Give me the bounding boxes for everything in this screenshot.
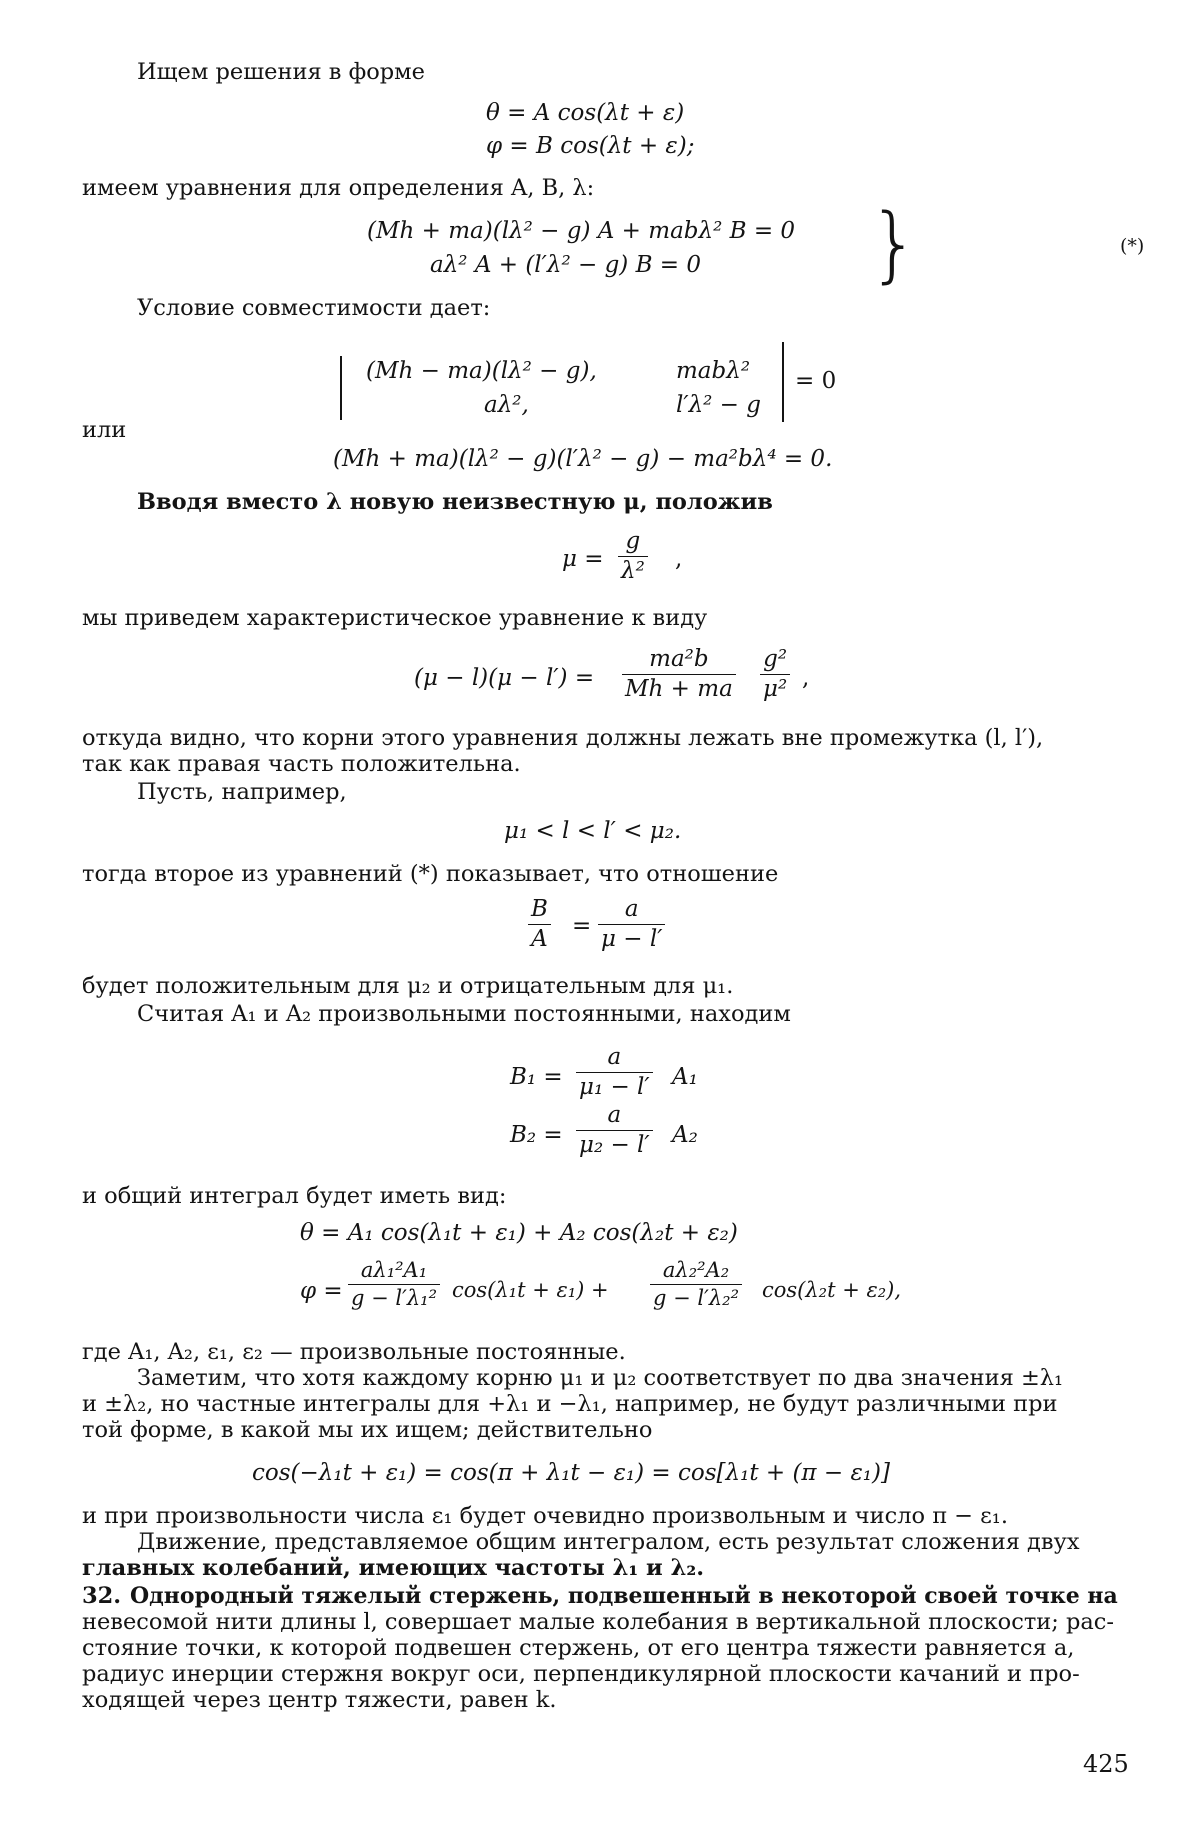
determinant-left-bar <box>340 356 342 420</box>
right-brace: } <box>868 197 921 292</box>
text-line: так как правая часть положительна. <box>82 751 521 777</box>
equation-tag: (*) <box>1120 235 1145 257</box>
formula-general-phi-lhs: φ = <box>300 1278 343 1304</box>
formula-mu-comma: , <box>675 546 683 572</box>
formula-b2-lhs: B₂ = <box>510 1122 563 1148</box>
fraction-phi-term-2: $\frac{\text{aλ₂²A₂}}{\text{g − l′λ₂²}}$ <box>650 1260 742 1309</box>
text-line: Вводя вместо λ новую неизвестную μ, положив <box>137 489 773 515</box>
fraction-ma2b: $\frac{\text{ma²b}}{Mh + ma}$ <box>622 648 736 701</box>
problem-number: 32. <box>82 1583 122 1609</box>
text-line: откуда видно, что корни этого уравнения должны лежать вне промежутка (l, l′), <box>82 725 1044 751</box>
text-line: радиус инерции стержня вокруг оси, перпендикулярной плоскости качаний и про- <box>82 1661 1080 1687</box>
formula-phi: φ = B cos(λt + ε); <box>486 133 695 159</box>
fraction-phi-term-1: $\frac{\text{aλ₁²A₁}}{\text{g − l′λ₁²}}$ <box>348 1260 440 1309</box>
fraction-b2: $\frac{a}{\text{μ₂ − l′}}$ <box>576 1104 653 1157</box>
fraction-a-over-mu-minus-l: $\frac{a}{\mu - l'}$ <box>598 898 665 951</box>
text-line: и при произвольности числа ε₁ будет очевидно произвольным и число π − ε₁. <box>82 1503 1008 1529</box>
text-line: той форме, в какой мы их ищем; действительно <box>82 1417 653 1443</box>
text-line: Ищем решения в форме <box>137 59 425 85</box>
text-line: невесомой нити длины l, совершает малые колебания в вертикальной плоскости; рас- <box>82 1609 1115 1635</box>
page-number: 425 <box>1083 1750 1129 1778</box>
formula-mu-equation-lhs: (μ − l)(μ − l′) = <box>414 665 595 691</box>
text-line: Считая A₁ и A₂ произвольными постоянными, находим <box>137 1001 791 1027</box>
formula-theta: θ = A cos(λt + ε) <box>486 100 685 126</box>
formula-b1-rhs: A₁ <box>672 1064 698 1090</box>
text-line: мы приведем характеристическое уравнение к виду <box>82 605 708 631</box>
formula-phi-cos-2: cos(λ₂t + ε₂), <box>762 1278 902 1302</box>
text-line: и ±λ₂, но частные интегралы для +λ₁ и −λ₁, например, не будут различными при <box>82 1391 1058 1417</box>
formula-general-theta: θ = A₁ cos(λ₁t + ε₁) + A₂ cos(λ₂t + ε₂) <box>300 1220 738 1246</box>
formula-mu-lhs: μ = <box>562 546 604 572</box>
formula-comma: , <box>802 665 810 691</box>
text-line: Однородный тяжелый стержень, подвешенный в некоторой своей точке на <box>130 1583 1118 1609</box>
fraction-b-over-a: $\frac{B}{A}$ <box>528 898 551 951</box>
text-line: и общий интеграл будет иметь вид: <box>82 1183 507 1209</box>
text-line: или <box>82 417 127 443</box>
determinant-right-bar <box>782 342 784 422</box>
formula-equals: = <box>572 913 592 939</box>
text-line: ходящей через центр тяжести, равен k. <box>82 1687 557 1713</box>
text-line: Пусть, например, <box>137 779 347 805</box>
formula-b1-lhs: B₁ = <box>510 1064 563 1090</box>
text-line: стояние точки, к которой подвешен стержень, от его центра тяжести равняется a, <box>82 1635 1075 1661</box>
text-line: где A₁, A₂, ε₁, ε₂ — произвольные постоянные. <box>82 1339 626 1365</box>
formula-system-2: aλ² A + (l′λ² − g) B = 0 <box>430 252 702 278</box>
fraction-b1: $\frac{a}{\text{μ₁ − l′}}$ <box>576 1046 653 1099</box>
text-line: Заметим, что хотя каждому корню μ₁ и μ₂ соответствует по два значения ±λ₁ <box>137 1365 1064 1391</box>
fraction-g2-over-mu2: $\frac{\text{g²}}{\text{μ²}}$ <box>760 648 790 701</box>
text-line: будет положительным для μ₂ и отрицательным для μ₁. <box>82 973 734 999</box>
det-a12: mabλ² <box>676 358 751 384</box>
formula-b2-rhs: A₂ <box>672 1122 698 1148</box>
formula-cos-identity: cos(−λ₁t + ε₁) = cos(π + λ₁t − ε₁) = cos[λ₁t + (π − ε₁)] <box>252 1460 890 1486</box>
formula-characteristic: (Mh + ma)(lλ² − g)(l′λ² − g) − ma²bλ⁴ = 0. <box>333 446 833 472</box>
formula-phi-cos-1: cos(λ₁t + ε₁) + <box>452 1278 609 1302</box>
formula-system-1: (Mh + ma)(lλ² − g) A + mabλ² B = 0 <box>367 218 796 244</box>
det-equals-zero: = 0 <box>795 368 837 394</box>
text-line: главных колебаний, имеющих частоты λ₁ и λ₂. <box>82 1555 705 1581</box>
formula-inequality: μ₁ < l < l′ < μ₂. <box>504 818 682 844</box>
text-line: Условие совместимости дает: <box>137 295 491 321</box>
det-a22: l′λ² − g <box>676 392 761 418</box>
text-line: имеем уравнения для определения A, B, λ: <box>82 175 595 201</box>
det-a21: aλ², <box>484 392 529 418</box>
text-line: Движение, представляемое общим интегралом, есть результат сложения двух <box>137 1529 1080 1555</box>
det-a11: (Mh − ma)(lλ² − g), <box>366 358 597 384</box>
fraction-g-over-lambda2: $\frac{g}{\text{λ²}}$ <box>618 530 648 583</box>
text-line: тогда второе из уравнений (*) показывает, что отношение <box>82 861 779 887</box>
